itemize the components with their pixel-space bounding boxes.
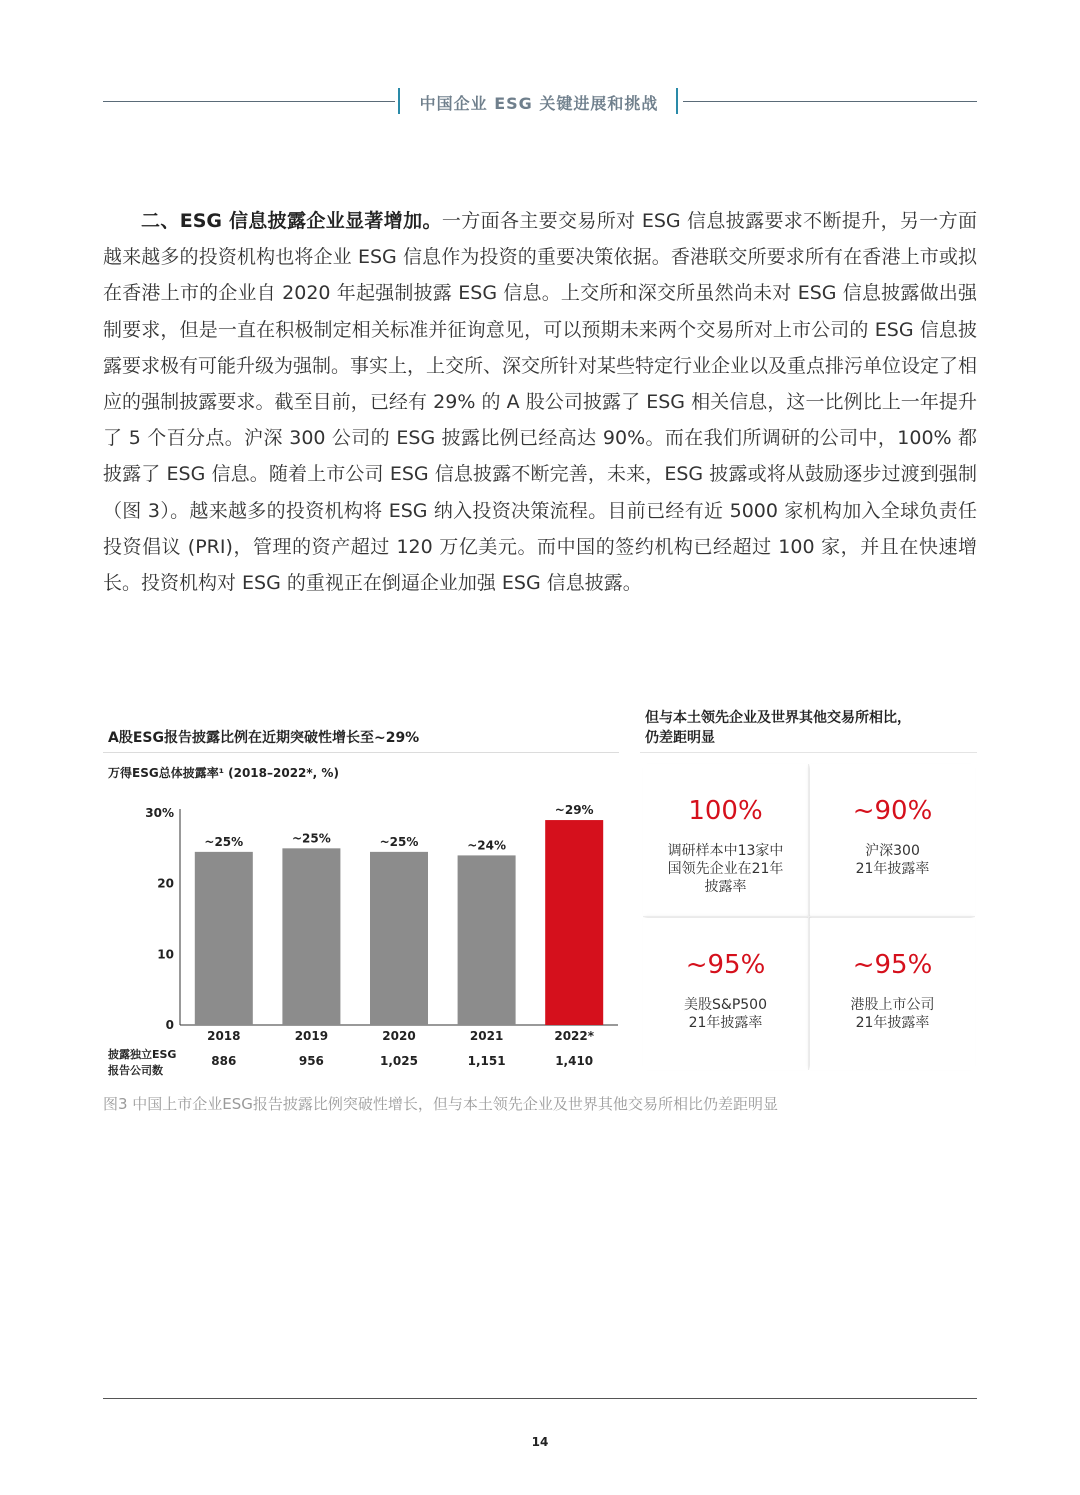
- comparison-description: [643, 842, 808, 896]
- bar-2021: [458, 855, 516, 1025]
- desc-line: 调研样本中13家中: [667, 843, 784, 859]
- report-count-label-line-2: 报告公司数: [108, 1064, 163, 1077]
- footer-rule: [103, 1398, 977, 1399]
- x-tick-label: 2022*: [554, 1029, 595, 1043]
- paragraph-text: 一方面各主要交易所对 ESG 信息披露要求不断提升，另一方面越来越多的投资机构也将企业 ESG 信息作为投资的重要决策依据。香港联交所要求所有在香港上市或拟在香港上市的企业自 2020 年起强制披露 ESG 信息。上交所和深交所虽然尚未对 ESG 信息披露做出强制要求，但是一直在积极制定相关标准并征询意见，可以预期未来两个交易所对上市公司的 ESG 信息披露要求极有可能升级为强制。事实上，上交所、深交所针对某些特定行业企业以及重点排污单位设定了相应的强制披露要求。截至目前，已经有 29% 的 A 股公司披露了 ESG 相关信息，这一比例比上一年提升了 5 个百分点。沪深 300 公司的 ESG 披露比例已经高达 90%。而在我们所调研的公司中，100% 都披露了 ESG 信息。随着上市公司 ESG 信息披露不断完善，未来，ESG 披露或将从鼓励逐步过渡到强制（图 3）。越来越多的投资机构将 ESG 纳入投资决策流程。目前已经有近 5000 家机构加入全球负责任投资倡议 (PRI)，管理的资产超过 120 万亿美元。而中国的签约机构已经超过 100 家，并且在快速增长。投资机构对 ESG 的重视正在倒逼企业加强 ESG 信息披露。: [103, 210, 978, 595]
- comparison-title-line-2: 仍差距明显: [645, 730, 715, 746]
- y-tick-label: 20: [157, 876, 174, 891]
- comparison-description: [810, 842, 975, 878]
- x-tick-label: 2019: [294, 1029, 329, 1043]
- report-count-value: 886: [211, 1054, 237, 1068]
- comparison-divider-horizontal: [643, 916, 975, 917]
- data-label: ~25%: [292, 831, 331, 846]
- comparison-title-line-1: 但与本土领先企业及世界其他交易所相比，: [645, 710, 911, 726]
- comparison-description: [643, 996, 808, 1032]
- comparison-cell-hk-listed: [810, 918, 975, 1070]
- desc-line: 21年披露率: [855, 1015, 930, 1031]
- comparison-title-rule: [640, 752, 977, 753]
- comparison-value: ~95%: [852, 950, 933, 980]
- desc-line: 港股上市公司: [850, 997, 935, 1013]
- desc-line: 披露率: [704, 879, 747, 895]
- comparison-value: ~90%: [852, 796, 933, 826]
- comparison-description: [810, 996, 975, 1032]
- comparison-cell-leading-companies: [643, 764, 808, 916]
- comparison-title: [645, 708, 975, 748]
- report-count-value: 1,410: [555, 1054, 594, 1068]
- comparison-divider-vertical: [808, 764, 809, 1070]
- data-label: ~24%: [467, 838, 506, 853]
- desc-line: 美股S&P500: [684, 997, 767, 1013]
- y-tick-label: 0: [165, 1018, 174, 1032]
- header-rule-left: [103, 101, 395, 102]
- desc-line: 21年披露率: [688, 1015, 763, 1031]
- body-paragraph: [103, 203, 977, 601]
- bar-2020: [370, 852, 428, 1025]
- header-accent-right: [676, 88, 678, 114]
- chart-subtitle: 万得ESG总体披露率¹ (2018–2022*, %): [108, 766, 339, 780]
- data-label: ~25%: [379, 834, 419, 849]
- figure-caption: 图3 中国上市企业ESG报告披露比例突破性增长，但与本土领先企业及世界其他交易所相比仍差距明显: [103, 1095, 778, 1113]
- comparison-cell-csi300: [810, 764, 975, 916]
- bar-2022*: [545, 820, 603, 1025]
- data-label: ~25%: [204, 834, 244, 849]
- bar-2019: [282, 848, 340, 1025]
- report-count-label-line-1: 披露独立ESG: [108, 1048, 177, 1061]
- chart-title: A股ESG报告披露比例在近期突破性增长至~29%: [108, 730, 420, 746]
- comparison-value: ~95%: [685, 950, 766, 980]
- x-tick-label: 2021: [469, 1029, 504, 1043]
- report-count-value: 956: [298, 1054, 324, 1068]
- x-tick-label: 2018: [207, 1029, 241, 1043]
- data-label: ~29%: [554, 803, 594, 818]
- header-rule-right: [683, 101, 977, 102]
- report-count-value: 1,025: [380, 1054, 418, 1068]
- desc-line: 21年披露率: [855, 861, 930, 877]
- y-tick-label: 10: [157, 947, 174, 962]
- x-tick-label: 2020: [382, 1029, 416, 1043]
- report-count-value: 1,151: [467, 1054, 506, 1068]
- desc-line: 国领先企业在21年: [667, 861, 784, 877]
- comparison-cell-sp500: [643, 918, 808, 1070]
- disclosure-bar-chart: [100, 790, 620, 1082]
- paragraph-lead: 二、ESG 信息披露企业显著增加。: [141, 210, 442, 232]
- comparison-value: 100%: [688, 796, 763, 826]
- chart-title-rule: [103, 752, 619, 753]
- bar-2018: [195, 852, 253, 1025]
- y-tick-label: 30%: [145, 806, 174, 820]
- desc-line: 沪深300: [865, 843, 920, 859]
- page-number: 14: [531, 1435, 549, 1449]
- running-header-title: 中国企业 ESG 关键进展和挑战: [419, 94, 659, 113]
